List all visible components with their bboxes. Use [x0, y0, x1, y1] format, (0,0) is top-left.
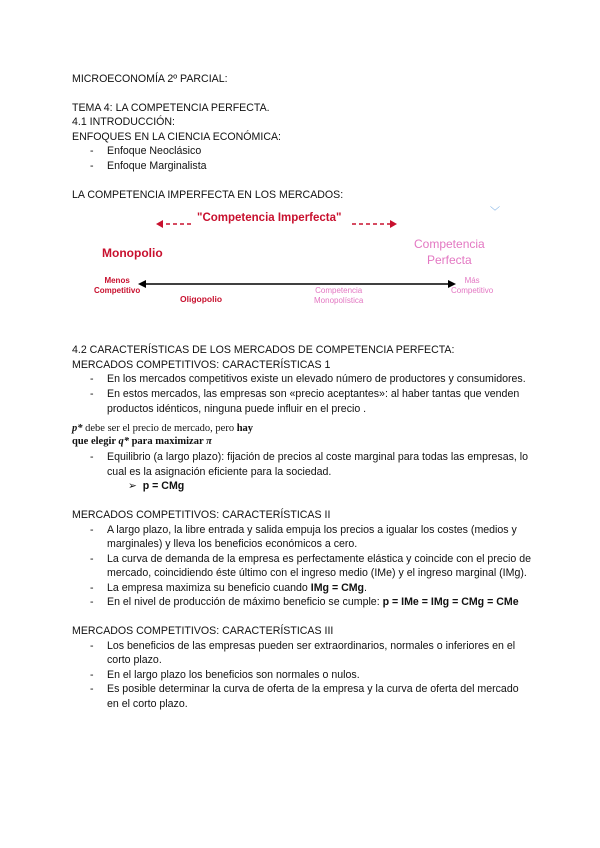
section-42-subheading: MERCADOS COMPETITIVOS: CARACTERÍSTICAS 1 [72, 358, 331, 371]
imperfecta-heading: LA COMPETENCIA IMPERFECTA EN LOS MERCADOS: [72, 188, 344, 201]
tema-heading: TEMA 4: LA COMPETENCIA PERFECTA. [72, 101, 270, 114]
diagram-title: "Competencia Imperfecta" [197, 212, 342, 225]
list-item: - Es posible determinar la curva de oferta de la empresa y la curva de oferta del mercado en el corto plazo. [72, 682, 532, 711]
document-page [72, 72, 532, 712]
formula-symbol: π [206, 436, 212, 448]
list-item [72, 595, 532, 610]
mas-competitivo-label [451, 276, 493, 296]
section-42-heading: 4.2 CARACTERÍSTICAS DE LOS MERCADOS DE COMPETENCIA PERFECTA: [72, 344, 455, 357]
characteristics-3-list [72, 639, 532, 712]
document-title: MICROECONOMÍA 2º PARCIAL: [72, 73, 228, 85]
menos-competitivo-label [94, 276, 140, 296]
dashed-right-arrowhead [390, 220, 397, 228]
monopolistica-word: Monopolística [314, 296, 364, 306]
competitivo-word: Competitivo [451, 286, 494, 296]
formula-text: debe ser el precio de mercado, pero [85, 423, 235, 435]
characteristics-1-list [72, 372, 532, 416]
formula-bold: p = CMg [142, 480, 185, 493]
list-item: - A largo plazo, la libre entrada y salida empuja los precios a igualar los costes (medios y marginales) y lleva los beneficios económicos a cero. [72, 523, 532, 552]
competencia-perfecta-label [414, 236, 485, 268]
enfoques-list [72, 144, 532, 173]
list-item: - Enfoque Marginalista [72, 159, 532, 174]
section-2-heading: MERCADOS COMPETITIVOS: CARACTERÍSTICAS II [72, 508, 331, 521]
perfecta-word: Perfecta [427, 253, 472, 268]
mas-word: Más [464, 276, 480, 286]
dashed-left-arrowhead [156, 220, 163, 228]
arrow-bullet-icon: ➢ [128, 480, 143, 493]
formula-text: que elegir [72, 436, 116, 448]
list-item: - La curva de demanda de la empresa es perfectamente elástica y coincide con el precio de mercado, coincidiendo éste último con el ingreso medio (IMe) y el ingreso marginal (IMg). [72, 552, 532, 581]
list-item: - En estos mercados, las empresas son «precio aceptantes»: al haber tantas que venden productos idénticos, ninguna puede influir en el precio . [72, 387, 532, 416]
list-item: - Los beneficios de las empresas pueden ser extraordinarios, normales o inferiores en el corto plazo. [72, 639, 532, 668]
competencia-monopolistica-label [314, 286, 363, 306]
equilibrio-list [72, 450, 532, 479]
formula-bold: hay [236, 423, 254, 435]
enfoques-heading: ENFOQUES EN LA CIENCIA ECONÓMICA: [72, 130, 281, 143]
item-bold: IMg = CMg [310, 581, 365, 594]
section-3-heading: MERCADOS COMPETITIVOS: CARACTERÍSTICAS III [72, 625, 334, 638]
item-text: En el nivel de producción de máximo beneficio se cumple: [107, 596, 380, 609]
item-text: La empresa maximiza su beneficio cuando [107, 581, 308, 594]
list-item: - En los mercados competitivos existe un elevado número de productores y consumidores. [72, 372, 532, 387]
characteristics-2-list [72, 523, 532, 611]
equilibrio-formula [72, 479, 532, 494]
formula-image [72, 422, 532, 448]
intro-heading: 4.1 INTRODUCCIÓN: [72, 116, 176, 129]
monopolio-label: Monopolio [102, 246, 163, 261]
formula-text: para maximizar [131, 436, 204, 448]
oligopolio-label: Oligopolio [180, 294, 223, 305]
competencia-word: Competencia [315, 286, 363, 296]
competition-diagram [94, 206, 502, 316]
formula-symbol: q* [118, 436, 129, 448]
list-item: - La empresa maximiza su beneficio cuando IMg = CMg. [72, 581, 532, 596]
list-item: - Enfoque Neoclásico [72, 144, 532, 159]
chevron-down-icon: ﹀ [490, 207, 500, 219]
list-item: - Equilibrio (a largo plazo): fijación de precios al coste marginal para todas las empresas, lo cual es la asignación eficiente para la sociedad. [72, 450, 532, 479]
formula-symbol: p* [72, 423, 83, 435]
list-item: - En el largo plazo los beneficios son normales o nulos. [72, 668, 532, 683]
competitivo-word: Competitivo [94, 286, 141, 296]
competencia-word: Competencia [414, 237, 485, 252]
item-bold: p = IMe = IMg = CMg = CMe [382, 596, 519, 609]
menos-word: Menos [104, 276, 130, 286]
